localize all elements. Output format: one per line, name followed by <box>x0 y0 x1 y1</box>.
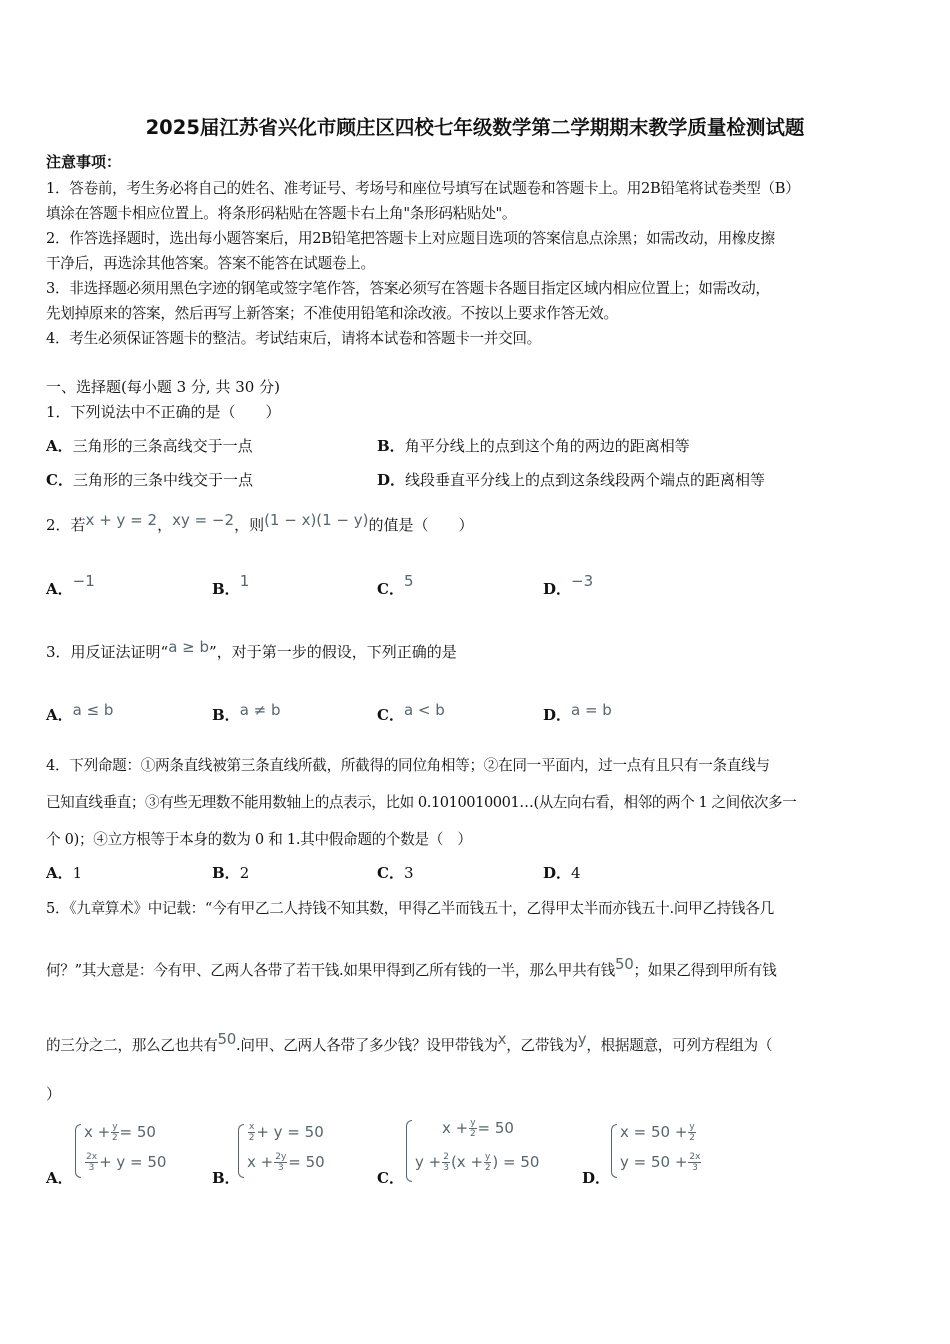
q2-math-product: xy = −2 <box>172 511 235 529</box>
equation: x + $\frac{y}{2}$ = 50 <box>84 1122 156 1143</box>
q5-text: 的三分之二，那么乙也共有 <box>46 1037 218 1054</box>
notice-line: 先划掉原来的答案，然后再写上新答案；不准使用铅笔和涂改液。不按以上要求作答无效。 <box>46 305 618 322</box>
option-letter: C． <box>377 580 404 598</box>
equation: $\frac{x}{2}$ + y = 50 <box>248 1122 324 1143</box>
option-text: 三角形的三条中线交于一点 <box>72 471 253 489</box>
section-heading: 一、选择题(每小题 3 分, 共 30 分) <box>46 378 280 396</box>
q3-option-c <box>377 701 445 725</box>
q5-option-d-system <box>611 1122 721 1180</box>
option-value: a = b <box>571 701 612 719</box>
notice-line: 3．非选择题必须用黑色字迹的钢笔或签字笔作答，答案必须写在答题卡各题目指定区域内相应位置上；如需改动， <box>46 280 770 297</box>
q5-option-b-letter: B． <box>212 1169 240 1187</box>
question-2-stem <box>46 511 474 535</box>
q1-option-d <box>377 469 765 490</box>
brace <box>406 1120 412 1182</box>
option-letter: D． <box>543 864 572 882</box>
equation: x = 50 + $\frac{y}{2}$ <box>620 1122 695 1143</box>
brace <box>238 1124 244 1178</box>
q2-math-sum: x + y = 2 <box>85 511 158 529</box>
q2-comma: ， <box>157 516 173 534</box>
q5-text: ，乙带钱为 <box>506 1037 578 1054</box>
question-5-line: 5．《九章算术》中记载：“今有甲乙二人持钱不知其数，甲得乙半而钱五十，乙得甲太半而亦钱五十.问甲乙持钱各几 <box>46 900 774 917</box>
option-text: 线段垂直平分线上的点到这条线段两个端点的距离相等 <box>405 471 766 489</box>
option-value: −1 <box>72 572 95 590</box>
option-letter: D． <box>543 580 572 598</box>
option-letter: A． <box>46 437 73 455</box>
notice-line: 1．答卷前，考生务必将自己的姓名、准考证号、考场号和座位号填写在试题卷和答题卡上。用2B铅笔将试卷类型（B） <box>46 180 800 197</box>
equation: x + $\frac{y}{2}$ = 50 <box>442 1118 514 1139</box>
q3-math: a ≥ b <box>168 638 210 656</box>
option-value: a ≤ b <box>72 701 114 719</box>
option-letter: B． <box>212 706 240 724</box>
q5-text: .问甲、乙两人各带了多少钱？设甲带钱为 <box>236 1037 498 1054</box>
q4-option-c <box>377 862 414 883</box>
option-value: 5 <box>403 572 414 590</box>
equation: y = 50 + $\frac{2x}{3}$ <box>620 1152 701 1173</box>
equation: y + $\frac{2}{3}$ (x + $\frac{y}{2}$ ) = 50 <box>415 1152 540 1173</box>
question-4-line: 4．下列命题：①两条直线被第三条直线所截，所截得的同位角相等；②在同一平面内，过一点有且只有一条直线与 <box>46 757 770 774</box>
q2-option-d <box>543 572 594 599</box>
q5-option-d-letter: D． <box>582 1169 611 1187</box>
notice-heading: 注意事项： <box>46 153 122 171</box>
q2-option-c <box>377 572 414 599</box>
q5-option-c-system <box>406 1118 556 1182</box>
option-letter: C． <box>46 471 73 489</box>
q4-option-a <box>46 862 82 883</box>
question-3-stem <box>46 638 457 662</box>
q2-math-expression: (1 − x)(1 − y) <box>264 511 369 529</box>
brace <box>611 1124 617 1178</box>
option-text: 角平分线上的点到这个角的两边的距离相等 <box>404 437 690 455</box>
option-letter: A． <box>46 864 73 882</box>
question-5-line: ） <box>46 1085 62 1103</box>
option-letter: B． <box>212 864 240 882</box>
q1-option-c <box>46 469 253 490</box>
q5-option-b-system <box>238 1122 348 1180</box>
option-letter: C． <box>377 864 404 882</box>
option-value: 1 <box>72 864 83 882</box>
question-5-line <box>46 955 777 980</box>
q2-option-a <box>46 572 95 599</box>
q5-var-y: y <box>577 1030 587 1048</box>
q5-text: 何？”其大意是：今有甲、乙两人各带了若干钱.如果甲得到乙所有钱的一半，那么甲共有钱 <box>46 962 615 979</box>
q3-suffix: ”，对于第一步的假设，下列正确的是 <box>209 643 457 661</box>
q2-mid: ，则 <box>234 516 265 534</box>
option-value: a < b <box>403 701 445 719</box>
q4-option-d <box>543 862 581 883</box>
notice-line: 填涂在答题卡相应位置上。将条形码粘贴在答题卡右上角"条形码粘贴处"。 <box>46 205 517 222</box>
question-5-line <box>46 1030 773 1055</box>
q3-prefix: 3．用反证法证明“ <box>46 643 169 661</box>
brace <box>75 1124 81 1178</box>
q1-option-b <box>377 435 690 456</box>
q3-option-a <box>46 701 114 725</box>
notice-line: 4．考生必须保证答题卡的整洁。考试结束后，请将本试卷和答题卡一并交回。 <box>46 330 541 347</box>
q5-text: ，根据题意，可列方程组为（ <box>586 1037 773 1054</box>
question-4-line: 已知直线垂直；③有些无理数不能用数轴上的点表示，比如 0.1010010001…(从左向右看，相邻的两个 1 之间依次多一 <box>46 794 797 811</box>
q2-option-b <box>212 572 250 599</box>
option-letter: B． <box>377 437 405 455</box>
notice-line: 2．作答选择题时，选出每小题答案后，用2B铅笔把答题卡上对应题目选项的答案信息点涂黑；如需改动，用橡皮擦 <box>46 230 775 247</box>
option-value: a ≠ b <box>239 701 281 719</box>
option-letter: A． <box>46 580 73 598</box>
question-1-stem: 1．下列说法中不正确的是（ ） <box>46 403 281 421</box>
option-value: 2 <box>239 864 250 882</box>
q5-number: 50 <box>217 1030 237 1048</box>
option-letter: C． <box>377 706 404 724</box>
q1-option-a <box>46 435 253 456</box>
q5-option-c-letter: C． <box>377 1169 404 1187</box>
option-value: 1 <box>239 572 250 590</box>
q5-option-a-letter: A． <box>46 1169 73 1187</box>
question-4-line: 个 0)；④立方根等于本身的数为 0 和 1.其中假命题的个数是（ ） <box>46 831 472 848</box>
option-letter: D． <box>543 706 572 724</box>
option-text: 三角形的三条高线交于一点 <box>72 437 253 455</box>
q5-option-a-system <box>75 1122 185 1180</box>
q3-option-b <box>212 701 281 725</box>
notice-line: 干净后，再选涂其他答案。答案不能答在试题卷上。 <box>46 255 375 272</box>
q5-text: ；如果乙得到甲所有钱 <box>633 962 777 979</box>
q5-number: 50 <box>614 955 634 973</box>
q4-option-b <box>212 862 249 883</box>
option-value: −3 <box>571 572 594 590</box>
option-value: 4 <box>571 864 581 882</box>
option-letter: D． <box>377 471 406 489</box>
page-title: 2025届江苏省兴化市顾庄区四校七年级数学第二学期期末教学质量检测试题 <box>145 116 805 139</box>
equation: $\frac{2x}{3}$ + y = 50 <box>86 1152 167 1173</box>
q2-prefix: 2．若 <box>46 516 86 534</box>
q2-suffix: 的值是（ ） <box>368 516 474 534</box>
q5-var-x: x <box>497 1030 507 1048</box>
option-value: 3 <box>403 864 414 882</box>
option-letter: B． <box>212 580 240 598</box>
q3-option-d <box>543 701 612 725</box>
equation: x + $\frac{2y}{3}$ = 50 <box>247 1152 325 1173</box>
option-letter: A． <box>46 706 73 724</box>
